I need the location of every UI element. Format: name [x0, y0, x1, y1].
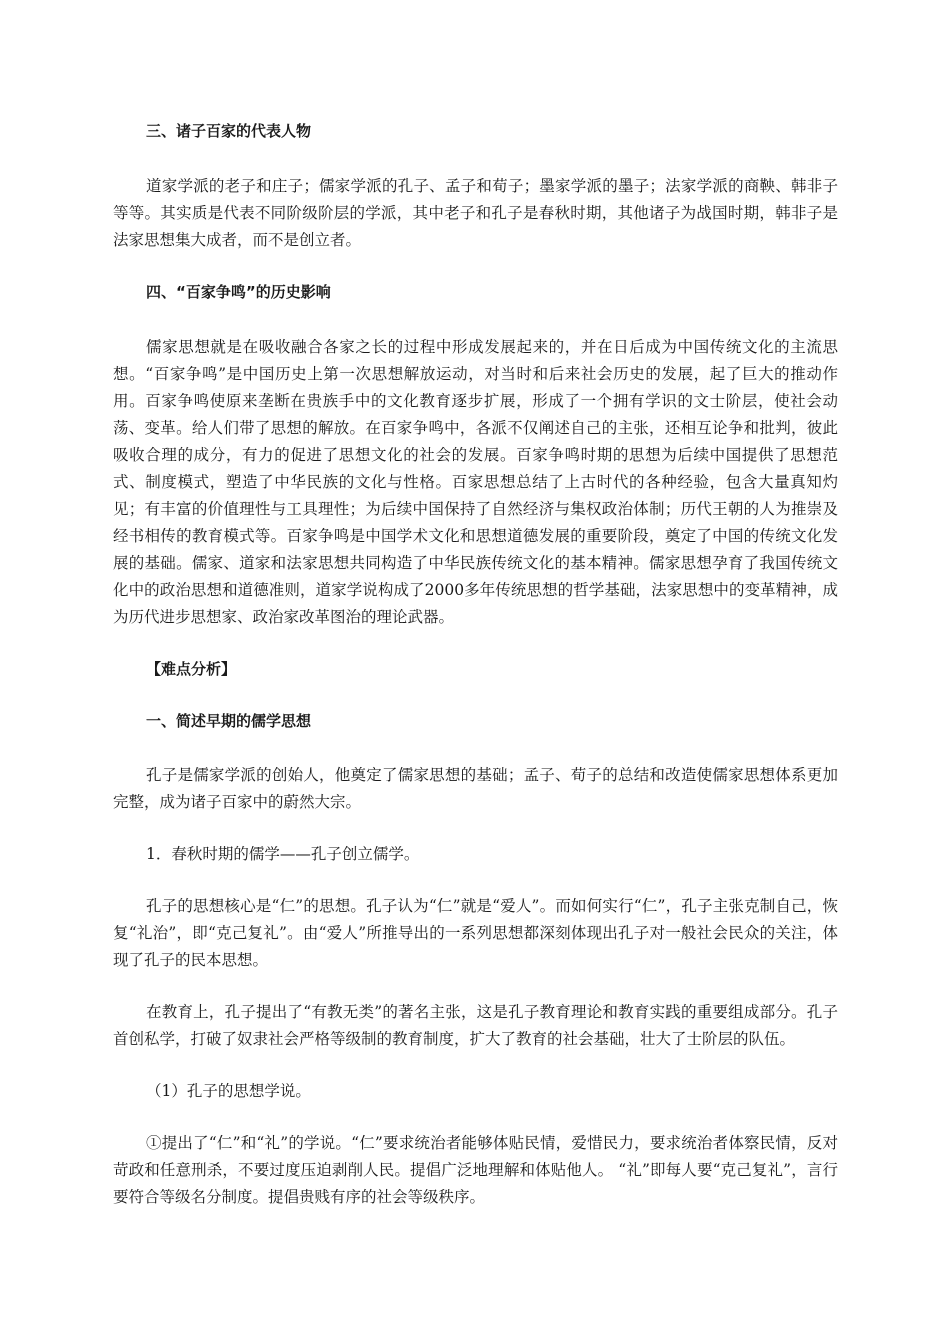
- paragraph: 孔子的思想核心是“仁”的思想。孔子认为“仁”就是“爱人”。而如何实行“仁”，孔子主张克制自己，恢复“礼治”，即“克己复礼”。由“爱人”所推导出的一系列思想都深刻体现出孔子对一般社会民众的关注，体现了孔子的民本思想。: [113, 897, 838, 969]
- paragraph: 儒家思想就是在吸收融合各家之长的过程中形成发展起来的，并在日后成为中国传统文化的主流思想。“百家争鸣”是中国历史上第一次思想解放运动，对当时和后来社会历史的发展，起了巨大的推动作用。百家争鸣使原来垄断在贵族手中的文化教育逐步扩展，形成了一个拥有学识的文士阶层，使社会动荡、变革。给人们带了思想的解放。在百家争鸣中，各派不仅阐述自己的主张，还相互论争和批判，彼此吸收合理的成分，有力的促进了思想文化的社会的发展。百家争鸣时期的思想为后续中国提供了思想范式、制度模式，塑造了中华民族的文化与性格。百家思想总结了上古时代的各种经验，包含大量真知灼见；有丰富的价值理性与工具理性；为后续中国保持了自然经济与集权政治体制；历代王朝的人为推崇及经书相传的教育模式等。百家争鸣是中国学术文化和思想道德发展的重要阶段，奠定了中国的传统文化发展的基础。儒家、道家和法家思想共同构造了中华民族传统文化的基本精神。儒家思想孕育了我国传统文化中的政治思想和道德准则，道家学说构成了2000多年传统思想的哲学基础，法家思想中的变革精神，成为历代进步思想家、政治家改革图治的理论武器。: [113, 338, 838, 626]
- section-heading: 【难点分析】: [146, 660, 237, 678]
- section-heading: 四、“百家争鸣”的历史影响: [146, 283, 331, 301]
- section-heading: 三、诸子百家的代表人物: [146, 122, 312, 140]
- section-heading: 一、简述早期的儒学思想: [146, 712, 312, 730]
- paragraph: 道家学派的老子和庄子；儒家学派的孔子、孟子和荀子；墨家学派的墨子；法家学派的商鞅、韩非子等等。其实质是代表不同阶级阶层的学派，其中老子和孔子是春秋时期，其他诸子为战国时期，韩非子是法家思想集大成者，而不是创立者。: [113, 177, 838, 249]
- paragraph: 1．春秋时期的儒学——孔子创立儒学。: [146, 845, 420, 863]
- paragraph: （1）孔子的思想学说。: [146, 1082, 311, 1100]
- paragraph: ①提出了“仁”和“礼”的学说。“仁”要求统治者能够体贴民情，爱惜民力，要求统治者体察民情，反对苛政和任意刑杀，不要过度压迫剥削人民。提倡广泛地理解和体贴他人。 “礼”即每人要“克己复礼”，言行要符合等级名分制度。提倡贵贱有序的社会等级秩序。: [113, 1134, 838, 1206]
- paragraph: 孔子是儒家学派的创始人，他奠定了儒家思想的基础；孟子、荀子的总结和改造使儒家思想体系更加完整，成为诸子百家中的蔚然大宗。: [113, 766, 838, 811]
- document-page: [113, 118, 838, 1211]
- paragraph: 在教育上，孔子提出了“有教无类”的著名主张，这是孔子教育理论和教育实践的重要组成部分。孔子首创私学，打破了奴隶社会严格等级制的教育制度，扩大了教育的社会基础，壮大了士阶层的队伍。: [113, 1003, 838, 1048]
